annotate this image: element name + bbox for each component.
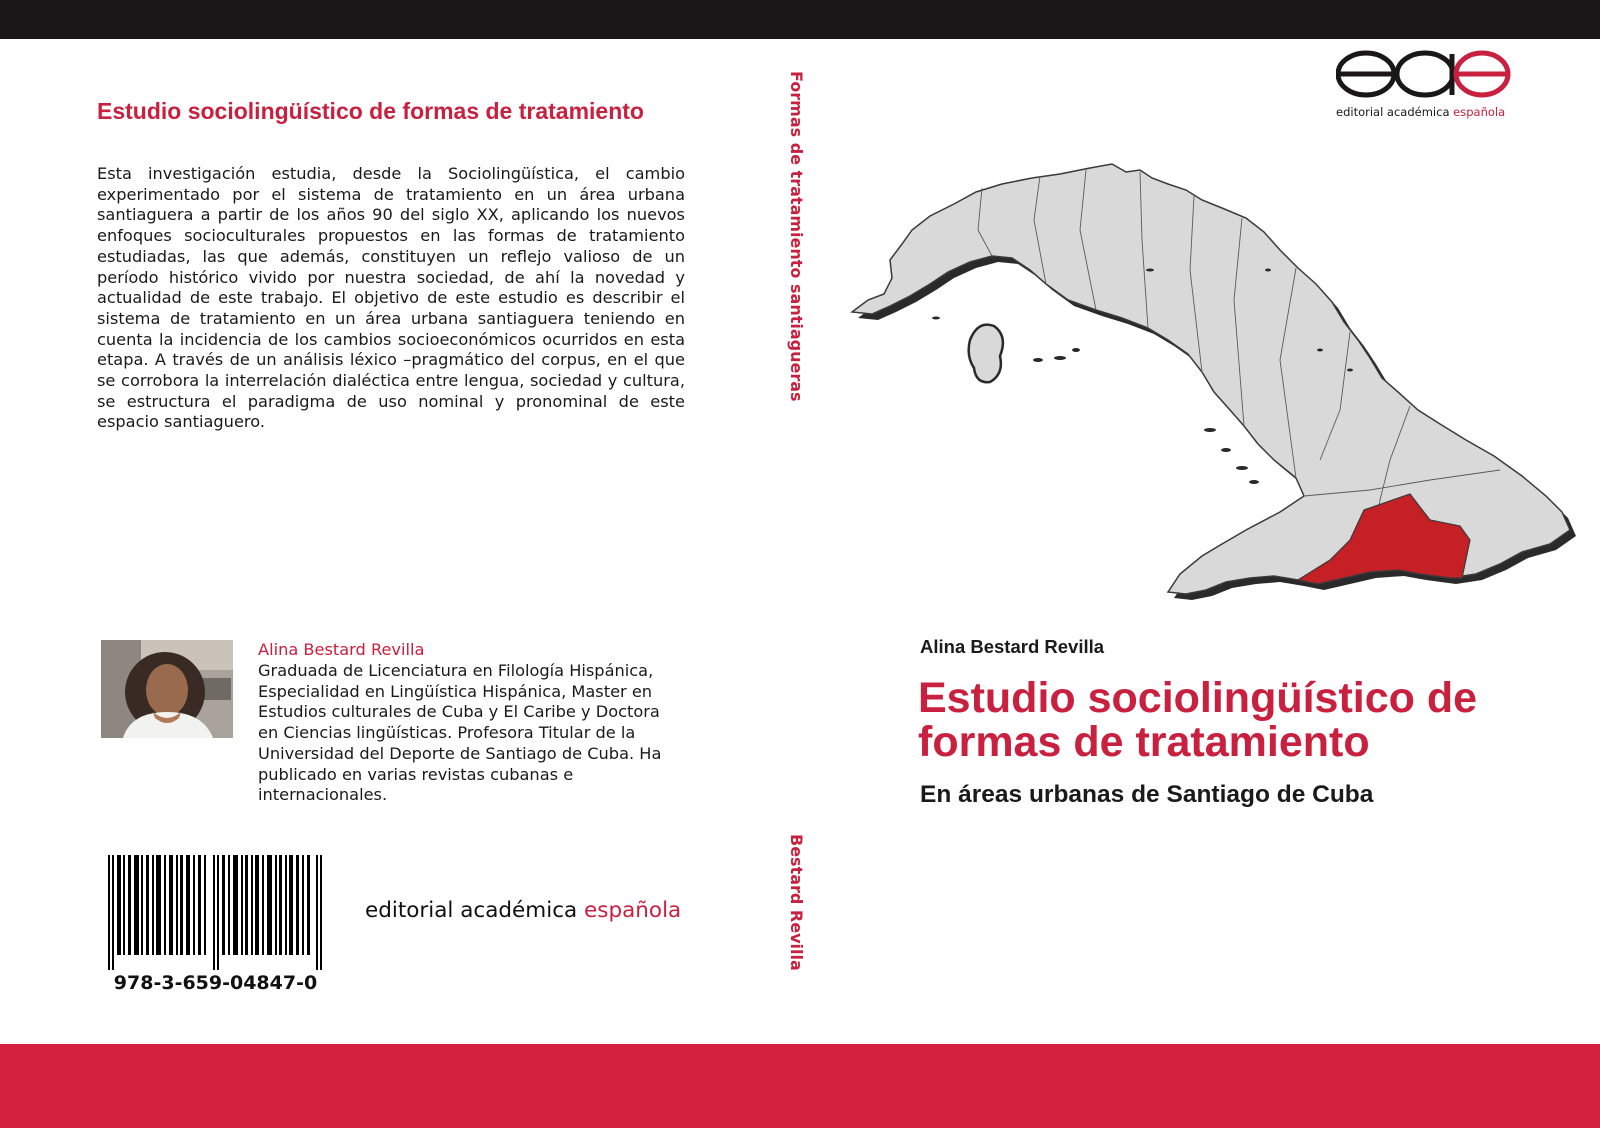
front-subtitle: En áreas urbanas de Santiago de Cuba: [920, 781, 1374, 808]
svg-text:editorial académica española: [1336, 105, 1505, 119]
author-name-bio: Alina Bestard Revilla: [258, 640, 425, 659]
publisher-accent-text: española: [584, 898, 682, 923]
eae-logo-icon: [1336, 50, 1512, 124]
front-author: Alina Bestard Revilla: [920, 636, 1105, 657]
back-cover-blurb: Esta investigación estudia, desde la Sociolingüística, el cambio experimentado por el sistema de tratamiento en un área urbana santiaguera a partir de los años 90 del siglo XX, aplicando los nuevos enfoques socioculturales propuestos en las formas de tratamiento estudiadas, las que además, constituyen un reflejo valioso de un período histórico vivido por nuestra sociedad, de ahí la novedad y actualidad de este trabajo. El objetivo de este estudio es describir el sistema de tratamiento en un área urbana santiaguera teniendo en cuenta la incidencia de los cambios socioeconómicos ocurridos en esta etapa. A través de un análisis léxico –pragmático del corpus, en el que se corrobora la interrelación dialéctica entre lengua, sociedad y cultura, se estructura el paradigma de uso nominal y pronominal de este espacio santiaguero.: [97, 164, 685, 432]
spine-author: Bestard Revilla: [787, 834, 806, 971]
cuba-map-icon: [850, 160, 1590, 605]
author-portrait-icon: [101, 640, 233, 738]
isbn-number: 978-3-659-04847-0: [113, 972, 318, 994]
publisher-main-text: editorial académica: [365, 898, 585, 923]
publisher-name-back: [365, 898, 681, 923]
spine-title: Formas de tratamiento santiagueras: [787, 71, 806, 402]
author-photo: [101, 640, 233, 738]
author-bio: Graduada de Licenciatura en Filología Hispánica, Especialidad en Lingüística Hispánica, Master en Estudios culturales de Cuba y El Caribe y Doctora en Ciencias lingüísticas. Profesora Titular de la Universidad del Deporte de Santiago de Cuba. Ha publicado en varias revistas cubanas e internacionales.: [258, 661, 662, 805]
back-cover-title: Estudio sociolingüístico de formas de tratamiento: [97, 98, 644, 124]
barcode-icon: [108, 855, 323, 970]
bottom-bar: [0, 1044, 1600, 1128]
top-bar: [0, 0, 1600, 39]
logo-accent-text: española: [1453, 105, 1506, 119]
front-title: Estudio sociolingüístico de formas de tratamiento: [918, 674, 1478, 766]
logo-main-text: editorial académica: [1336, 105, 1454, 119]
